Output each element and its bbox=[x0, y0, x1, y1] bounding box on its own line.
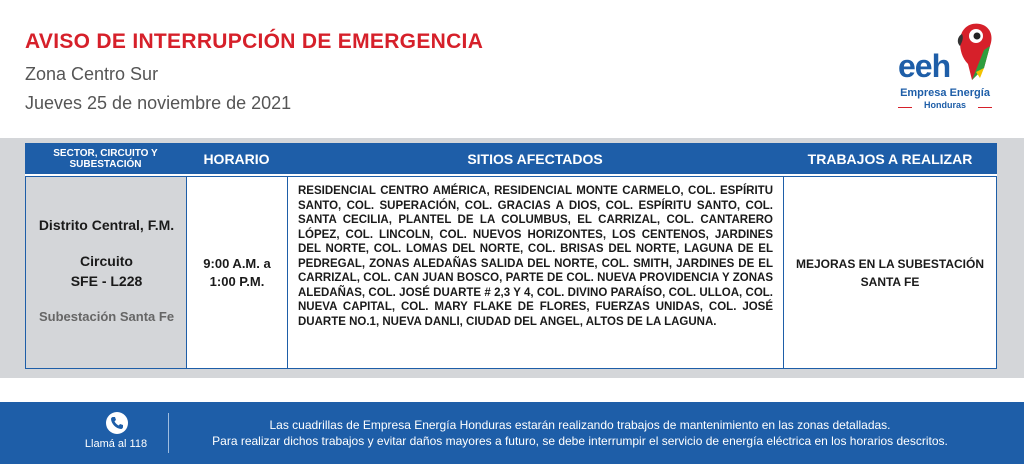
logo-country: Honduras bbox=[923, 100, 966, 110]
footer-divider bbox=[168, 413, 169, 453]
logo-company-name: Empresa Energía bbox=[900, 87, 990, 99]
header-sector: SECTOR, CIRCUITO Y SUBESTACIÓN bbox=[53, 147, 158, 170]
table-header bbox=[25, 143, 997, 174]
circuit-code: SFE - L228 bbox=[70, 273, 143, 289]
zone-subtitle: Zona Centro Sur bbox=[25, 64, 159, 84]
header-sitios: SITIOS AFECTADOS bbox=[467, 150, 603, 167]
district-name: Distrito Central, F.M. bbox=[38, 217, 175, 233]
header-trabajos: TRABAJOS A REALIZAR bbox=[807, 150, 973, 167]
header-horario: HORARIO bbox=[203, 150, 270, 167]
schedule-start: 9:00 A.M. a bbox=[203, 255, 271, 271]
affected-sites-cell: RESIDENCIAL CENTRO AMÉRICA, RESIDENCIAL MONTE CARMELO, COL. ESPÍRITU SANTO, COL. SUPERACIÓN, COL. GRACIAS A DIOS, COL. ESPÍRITU SANTO, COL. SANTA CECILIA, PLANTEL DE LA COLUMBUS, EL CARRIZAL, COL. CANTARERO LÓPEZ, COL. LINCOLN, COL. NUEVOS HORIZONTES, LOS CENTENOS, JARDINES DEL NORTE, COL. LOMAS DEL NORTE, COL. BRISAS DEL NORTE, LAGUNA DE EL PEDREGAL, ZONAS ALEDAÑAS SALIDA DEL NORTE, COL. SMITH, JARDINES DE EL CARRIZAL, COL. CAN JUAN BOSCO, PARTE DE COL. NUEVA PROVIDENCIA Y ZONAS ALEDAÑAS, COL. JOSÉ DUARTE # 2,3 Y 4, COL. DIVINO PARAÍSO, COL. ULLOA, COL. NUEVA CAPITAL, COL. MARY FLAKE DE FLORES, FUERZAS UNIDAS, COL. JOSÉ DUARTE NO.1, NUEVA DANLI, CIUDAD DEL ANGEL, ALTOS DE LA LAGUNA. bbox=[288, 177, 784, 368]
circuit-label: Circuito bbox=[80, 253, 133, 269]
substation-name: Subestación Santa Fe bbox=[38, 309, 175, 324]
header bbox=[0, 0, 1024, 140]
page-title: AVISO DE INTERRUPCIÓN DE EMERGENCIA bbox=[25, 30, 484, 53]
work-description-cell: MEJORAS EN LA SUBESTACIÓN SANTA FE bbox=[795, 256, 984, 289]
phone-icon bbox=[106, 412, 128, 434]
schedule-cell bbox=[187, 177, 288, 368]
footer-line-1: Las cuadrillas de Empresa Energía Honduras estarán realizando trabajos de mantenimiento en las zonas detalladas. bbox=[269, 418, 891, 432]
parrot-icon bbox=[954, 20, 994, 82]
footer-line-2: Para realizar dichos trabajos y evitar daños mayores a futuro, se debe interrumpir el servicio de energía eléctrica en los horarios descritos. bbox=[212, 434, 948, 448]
logo-mark: eeh bbox=[898, 48, 951, 84]
table-row bbox=[25, 176, 997, 369]
sector-cell bbox=[26, 177, 187, 368]
phone-number: Llamá al 118 bbox=[84, 438, 148, 450]
circuit-block bbox=[26, 251, 187, 291]
outage-table bbox=[25, 143, 997, 369]
footer bbox=[0, 402, 1024, 464]
logo-divider-right bbox=[978, 107, 992, 108]
notice-date: Jueves 25 de noviembre de 2021 bbox=[25, 93, 292, 113]
schedule-end: 1:00 P.M. bbox=[209, 273, 265, 289]
company-logo bbox=[890, 20, 1000, 115]
